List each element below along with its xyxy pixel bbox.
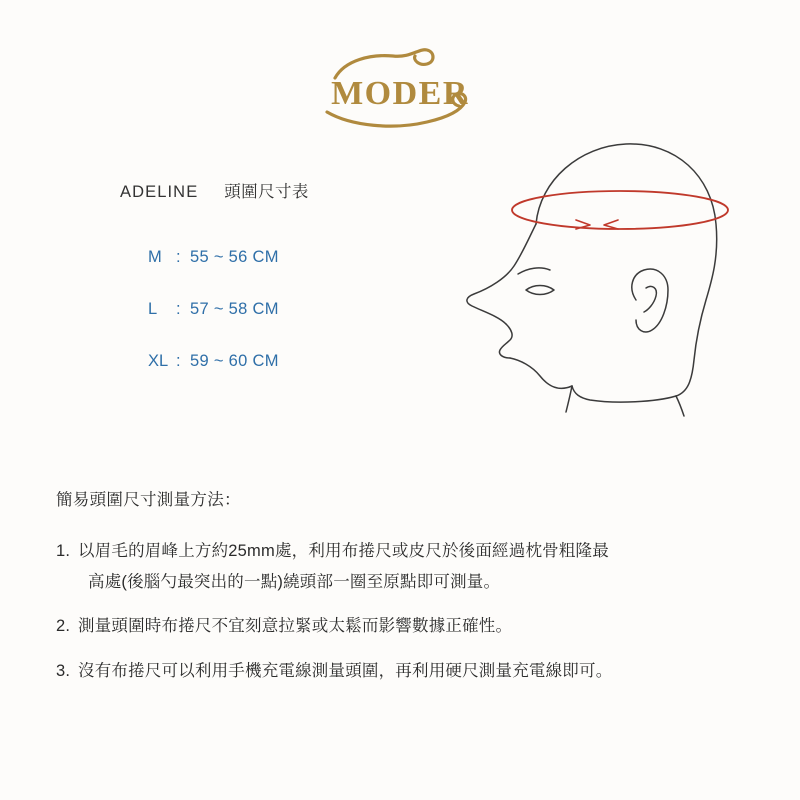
size-label: XL — [148, 352, 169, 370]
instruction-number: 1. — [56, 542, 71, 560]
size-colon: : — [176, 352, 181, 370]
instruction-item — [56, 656, 756, 687]
head-illustration — [440, 128, 760, 428]
size-table — [148, 248, 398, 404]
moder-logo-icon — [315, 38, 485, 138]
size-colon: : — [176, 300, 181, 318]
head-profile-icon — [440, 128, 760, 428]
title-brand: ADELINE — [120, 183, 199, 201]
size-row — [148, 352, 398, 404]
instruction-line: 以眉毛的眉峰上方約25mm處，利用布捲尺或皮尺於後面經過枕骨粗隆最 — [78, 542, 609, 560]
size-row — [148, 300, 398, 352]
instruction-text: 測量頭圍時布捲尺不宜刻意拉緊或太鬆而影響數據正確性。 — [78, 617, 513, 636]
instruction-number: 2. — [56, 617, 71, 636]
size-range: 55 ~ 56 CM — [190, 248, 279, 266]
size-row — [148, 248, 398, 300]
page-title — [120, 178, 309, 202]
size-range: 59 ~ 60 CM — [190, 352, 279, 370]
instruction-text — [78, 536, 756, 597]
logo-wordmark: MODER — [331, 75, 469, 112]
size-colon: : — [176, 248, 181, 266]
measuring-tape — [512, 191, 728, 229]
instruction-item — [56, 536, 756, 597]
size-label: L — [148, 300, 158, 318]
size-label: M — [148, 248, 162, 266]
instructions-block — [56, 486, 756, 700]
instruction-item — [56, 611, 756, 642]
instructions-heading: 簡易頭圍尺寸測量方法： — [56, 491, 241, 509]
title-label: 頭圍尺寸表 — [224, 183, 309, 201]
brand-logo — [0, 38, 800, 138]
instruction-line-continued: 高處(後腦勺最突出的一點)繞頭部一圈至原點即可測量。 — [88, 572, 501, 591]
instruction-number: 3. — [56, 661, 71, 680]
instruction-text: 沒有布捲尺可以利用手機充電線測量頭圍，再利用硬尺測量充電線即可。 — [78, 661, 613, 680]
size-range: 57 ~ 58 CM — [190, 300, 279, 318]
